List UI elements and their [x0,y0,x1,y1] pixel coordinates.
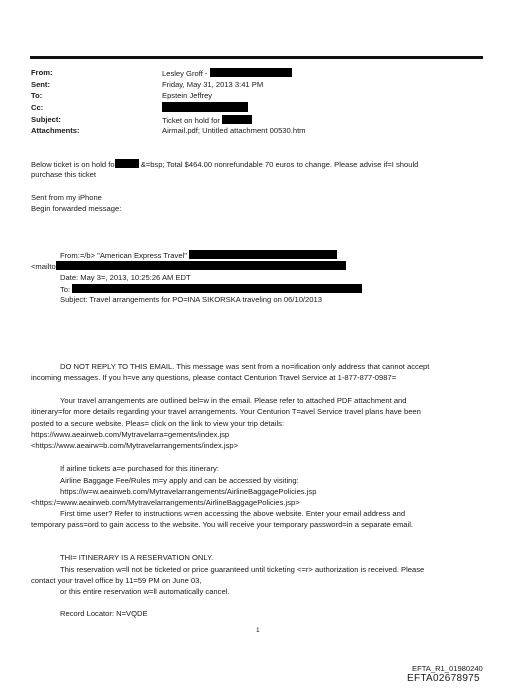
footer-id-2: EFTA02678975 [407,673,480,684]
body-p2-line-2: itinerary=for more details regarding your travel arrangements. Your Centurion T=avel Service travel plans have been [31,407,421,416]
from-label: From: [31,68,53,77]
from-value: Lesley Groff - [162,68,292,79]
body-p3-link-2[interactable]: <https:/=www.aeairweb.com/Mytravelarrangements/AirlineBaggagePolicies.jsp> [31,498,300,507]
subject-label: Subject: [31,115,61,124]
body-p2-link-1[interactable]: https://www.aeairweb.com/Mytravelarra=gements/index.jsp [31,430,230,439]
body-p3-line-6: temporary pass=ord to gain access to the website. You will receive your temporary password=in a separate email. [31,520,413,529]
subject-value: Ticket on hold for [162,115,252,126]
body-p4-line-1: THI= ITINERARY IS A RESERVATION ONLY. [60,553,214,562]
body-p2-link-2[interactable]: <https://www.aeairw=b.com/Mytravelarrangements/index.jsp> [31,441,239,450]
sent-value: Friday, May 31, 2013 3:41 PM [162,80,264,89]
cc-label: Cc: [31,103,44,112]
body-p3-link-1[interactable]: https://w=w.aeairweb.com/Mytravelarrangements/AirlineBaggagePolicies.jsp [60,487,317,496]
redaction [56,261,346,270]
message-line-2: purchase this ticket [31,170,96,179]
redaction [222,115,252,124]
record-locator: Record Locator: N=VQDE [60,609,148,618]
body-p3-line-1: If airline tickets a=e purchased for this itinerary: [60,464,219,473]
footer-id-1: EFTA_R1_01980240 [412,664,483,673]
header-rule [30,56,483,59]
redaction [115,159,139,168]
body-p2-line-1: Your travel arrangements are outlined bel=w in the email. Please refer to attached PDF attachment and [60,396,407,405]
redaction [210,68,292,77]
fwd-mailto-line: <mailto [31,261,346,272]
attachments-label: Attachments: [31,126,80,135]
body-p4-line-3: contact your travel office by 11=59 PM on June 03, [31,576,202,585]
sent-label: Sent: [31,80,50,89]
body-p1-line-1: DO NOT REPLY TO THIS EMAIL. This message was sent from a no=ification only address that cannot accept [60,362,430,371]
begin-forwarded-line: Begin forwarded message: [31,204,122,213]
redaction [72,284,362,293]
fwd-subject-line: Subject: Travel arrangements for PO=INA SIKORSKA traveling on 06/10/2013 [60,295,322,304]
body-p3-line-2: Airline Baggage Fee/Rules m=y apply and can be accessed by visiting: [60,476,299,485]
page-number: 1 [256,627,260,634]
to-label: To: [31,91,43,100]
sent-from-line: Sent from my iPhone [31,193,102,202]
fwd-date-line: Date: May 3=, 2013, 10:25:26 AM EDT [60,273,191,282]
fwd-to-line: To: [60,284,362,295]
body-p1-line-2: incoming messages. If you h=ve any questions, please contact Centurion Travel Service at 1-877-877-0987= [31,373,397,382]
body-p3-line-5: First time user? Refer to instructions w=en accessing the above website. Enter your email address and [60,509,406,518]
body-p4-line-4: or this entire reservation w=ll automatically cancel. [60,587,230,596]
message-line-1: Below ticket is on hold fo &=bsp; Total $464.00 nonrefundable 70 euros to change. Please advise if=I should [31,160,419,169]
redaction [189,250,337,259]
body-p4-line-2: This reservation w=ll not be ticketed or price guaranteed until ticketing <=r> authorization is received. Please [60,565,425,574]
attachments-value: Airmail.pdf; Untitled attachment 00530.htm [162,126,306,135]
redaction [162,102,248,112]
to-value: Epstein Jeffrey [162,91,213,100]
fwd-from-line: From:=/b> "American Express Travel" [60,250,337,261]
body-p2-line-3: posted to a secure website. Pleas= click on the link to view your trip details: [31,419,285,428]
